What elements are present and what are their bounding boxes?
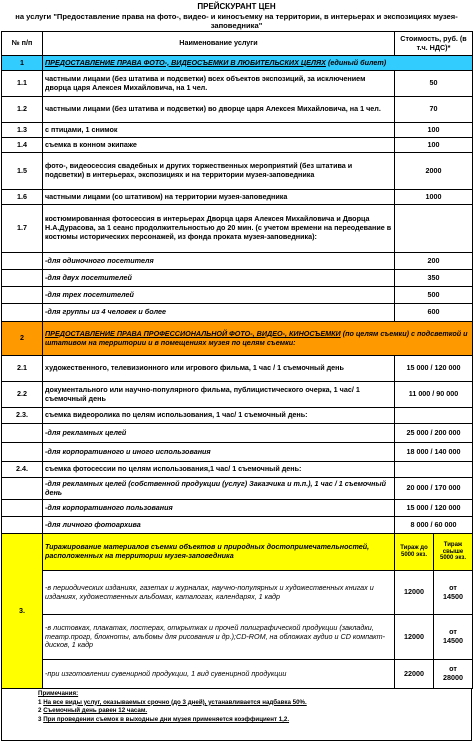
- note-text: При проведении съемок в выходные дни музея применяется коэффициент 1,2.: [43, 716, 290, 724]
- table-row: [2, 97, 473, 123]
- price-value: 14500: [443, 636, 463, 645]
- table-row: [2, 517, 473, 534]
- table-header-row: [2, 32, 473, 56]
- service-price-over: [434, 660, 473, 689]
- table-row: [2, 71, 473, 97]
- service-price-empty: [395, 408, 473, 424]
- service-name: фото-, видеосессия свадебных и других торжественных мероприятий (без штатива и подсветки) в интерьерах, экспозициях и на территории музея-заповедника: [43, 153, 395, 190]
- table-row: [2, 382, 473, 408]
- row-number: 2.1: [2, 356, 43, 382]
- col-header-service: Наименование услуги: [43, 32, 395, 56]
- table-row: [2, 287, 473, 304]
- service-name: с птицами, 1 снимок: [43, 123, 395, 138]
- service-price-over: [434, 571, 473, 615]
- service-name: -для личного фотоархива: [43, 517, 395, 534]
- table-row: [2, 660, 473, 689]
- section-title: Тиражирование материалов съемки объектов и природных достопримечательностей, расположенных на территории музея-заповедника: [43, 534, 395, 571]
- col-header-print-run-large: Тираж свыше 5000 экз.: [434, 534, 473, 571]
- row-number-empty: [2, 478, 43, 500]
- service-price-empty: [395, 462, 473, 478]
- row-number: 1.2: [2, 97, 43, 123]
- row-number: 2.4.: [2, 462, 43, 478]
- note-3: [38, 716, 467, 725]
- service-name: художественного, телевизионного или игрового фильма, 1 час / 1 съемочный день: [43, 356, 395, 382]
- col-header-price: Стоимость, руб. (в т.ч. НДС)*: [395, 32, 473, 56]
- service-name: съемка видеоролика по целям использования, 1 час/ 1 съемочный день:: [43, 408, 395, 424]
- service-name: съемка в конном экипаже: [43, 138, 395, 153]
- row-number-empty: [2, 304, 43, 322]
- table-row: [2, 138, 473, 153]
- service-name: частными лицами (без штатива и подсветки) всех объектов экспозиций, за исключением дворца царя Алексея Михайловича, на 1 чел.: [43, 71, 395, 97]
- notes-section: [1, 689, 472, 741]
- service-price: 15 000 / 120 000: [395, 356, 473, 382]
- document-title: ПРЕЙСКУРАНТ ЦЕН: [197, 2, 276, 11]
- section-note: (по целям съемки) с подсветкой и штативом на территории и в помещениях музея по целям съемки:: [45, 328, 468, 347]
- price-prefix: от: [449, 627, 457, 637]
- row-number: 1.1: [2, 71, 43, 97]
- section-2-row: [2, 322, 473, 356]
- section-title-text: ПРЕДОСТАВЛЕНИЕ ПРАВА ПРОФЕССИОНАЛЬНОЙ ФОТО-, ВИДЕО-, КИНОСЪЕМКИ: [45, 328, 341, 338]
- row-number: 2.3.: [2, 408, 43, 424]
- table-row: [2, 304, 473, 322]
- service-name: частными лицами (со штативом) на территории музея-заповедника: [43, 190, 395, 205]
- document-header: [0, 0, 473, 31]
- table-row: [2, 205, 473, 253]
- service-name: -для одиночного посетителя: [43, 253, 395, 270]
- service-price: 100: [395, 123, 473, 138]
- service-price: 12000: [395, 571, 434, 615]
- section-title: [43, 322, 473, 356]
- service-name: документального или научно-популярного фильма, публицистического очерка, 1 час/ 1 съемочный день: [43, 382, 395, 408]
- service-price: 50: [395, 71, 473, 97]
- row-number-empty: [2, 424, 43, 443]
- note-text-emphasis: надбавка 50%.: [260, 698, 307, 706]
- price-prefix: от: [449, 582, 457, 592]
- service-price: 18 000 / 140 000: [395, 443, 473, 462]
- table-row: [2, 408, 473, 424]
- price-value: 28000: [443, 673, 463, 682]
- service-price: 22000: [395, 660, 434, 689]
- row-number-empty: [2, 517, 43, 534]
- service-name: -в периодических изданиях, газетах и журналах, научно-популярных и художественных книгах и изданиях, художественных альбомах, каталогах, календарях, 1 кадр: [43, 571, 395, 615]
- section-title: [43, 56, 473, 71]
- service-price: 11 000 / 90 000: [395, 382, 473, 408]
- row-number: 1.7: [2, 205, 43, 253]
- table-row: [2, 462, 473, 478]
- table-row: [2, 478, 473, 500]
- service-price: 12000: [395, 615, 434, 660]
- price-prefix: от: [449, 664, 457, 674]
- service-price-empty: [395, 205, 473, 253]
- table-row: [2, 443, 473, 462]
- row-number: 1.4: [2, 138, 43, 153]
- note-number: 1: [38, 698, 42, 706]
- document-subtitle: на услуги "Предоставление права на фото-, видео- и киносъемку на территории, в интерьерах и экспозициях музея-заповедника": [15, 11, 458, 30]
- service-price: 600: [395, 304, 473, 322]
- service-name: -для двух посетителей: [43, 270, 395, 287]
- notes-title: Примечания:: [38, 690, 79, 697]
- col-header-print-run-small: Тираж до 5000 экз.: [395, 534, 434, 571]
- service-price: 1000: [395, 190, 473, 205]
- row-number-empty: [2, 443, 43, 462]
- service-name: -для трех посетителей: [43, 287, 395, 304]
- section-3-row: [2, 534, 473, 571]
- service-price: 500: [395, 287, 473, 304]
- service-price: 15 000 / 120 000: [395, 500, 473, 517]
- service-price: 25 000 / 200 000: [395, 424, 473, 443]
- section-number: 2: [2, 322, 43, 356]
- service-name: -для корпоративного и иного использования: [43, 443, 395, 462]
- note-1: [38, 699, 467, 708]
- service-name: -в листовках, плакатах, постерах, открытках и прочей полиграфической продукции (закладки, театр.прогр, блокноты, альбомы для рисования и др.);CD-ROM, на обложках аудио и CD компакт-дисков, 1 кадр: [43, 615, 395, 660]
- table-row: [2, 571, 473, 615]
- service-name: костюмированная фотосессия в интерьерах Дворца царя Алексея Михайловича и Дворца Н.А.Дурасова, за 1 сеанс продолжительностью до 20 мин. (с учетом времени на переодевание в костюмы исторических персонажей, из фонда проката музея-заповедника):: [43, 205, 395, 253]
- service-name: -для рекламных целей (собственной продукции (услуг) Заказчика и т.п.), 1 час / 1 съемочный день: [43, 478, 395, 500]
- table-row: [2, 153, 473, 190]
- table-row: [2, 424, 473, 443]
- service-price: 20 000 / 170 000: [395, 478, 473, 500]
- note-number: 3: [38, 716, 42, 724]
- row-number-empty: [2, 253, 43, 270]
- row-number: 1.3: [2, 123, 43, 138]
- note-2: [38, 707, 467, 716]
- service-name: -при изготовлении сувенирной продукции, 1 вид сувенирной продукции: [43, 660, 395, 689]
- table-row: [2, 356, 473, 382]
- row-number: 2.2: [2, 382, 43, 408]
- service-price: 100: [395, 138, 473, 153]
- table-row: [2, 270, 473, 287]
- note-text: На все виды услуг, оказываемых срочно (до 3 дней), устанавливается: [43, 698, 261, 706]
- service-price: 2000: [395, 153, 473, 190]
- section-1-row: [2, 56, 473, 71]
- service-name: -для рекламных целей: [43, 424, 395, 443]
- service-name: съемка фотосессии по целям использования,1 час/ 1 съемочный день:: [43, 462, 395, 478]
- row-number: 1.5: [2, 153, 43, 190]
- table-row: [2, 615, 473, 660]
- section-number: 1: [2, 56, 43, 71]
- service-name: -для группы из 4 человек и более: [43, 304, 395, 322]
- service-name: -для корпоративного пользования: [43, 500, 395, 517]
- row-number-empty: [2, 500, 43, 517]
- service-price: 70: [395, 97, 473, 123]
- table-row: [2, 500, 473, 517]
- col-header-number: № п/п: [2, 32, 43, 56]
- section-title-text: ПРЕДОСТАВЛЕНИЕ ПРАВА ФОТО-, ВИДЕОСЪЕМКИ В ЛЮБИТЕЛЬСКИХ ЦЕЛЯХ: [45, 57, 326, 67]
- table-row: [2, 253, 473, 270]
- section-note: (единый билет): [325, 57, 387, 67]
- row-number-empty: [2, 287, 43, 304]
- service-name: частными лицами (без штатива и подсветки) во дворце царя Алексея Михайловича, на 1 чел.: [43, 97, 395, 123]
- table-row: [2, 190, 473, 205]
- price-value: 14500: [443, 591, 463, 601]
- service-price: 8 000 / 60 000: [395, 517, 473, 534]
- service-price-over: [434, 615, 473, 660]
- table-row: [2, 123, 473, 138]
- section-number: 3.: [2, 534, 43, 689]
- note-number: 2: [38, 707, 42, 715]
- service-price: 350: [395, 270, 473, 287]
- row-number: 1.6: [2, 190, 43, 205]
- row-number-empty: [2, 270, 43, 287]
- price-table: [1, 31, 473, 689]
- service-price: 200: [395, 253, 473, 270]
- note-text: Съемочный день равен 12 часам.: [43, 707, 148, 715]
